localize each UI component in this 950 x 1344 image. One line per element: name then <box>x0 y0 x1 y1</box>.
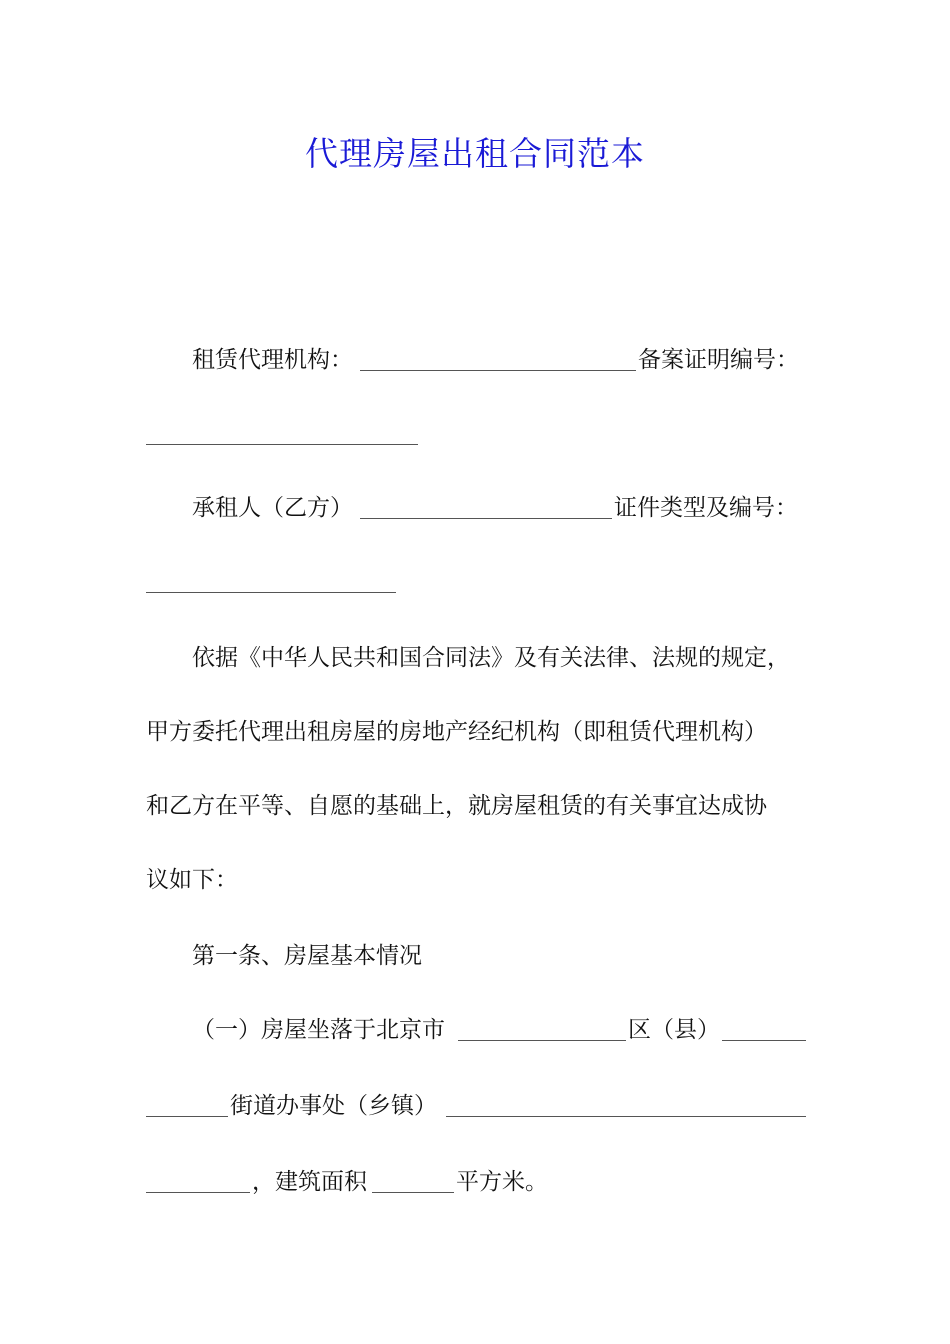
id-number-line <box>0 562 950 602</box>
paragraph-line-4 <box>0 860 950 900</box>
id-type-label: 证件类型及编号： <box>614 495 798 521</box>
id-number-blank[interactable] <box>146 562 396 593</box>
agency-blank[interactable] <box>360 340 636 371</box>
tenant-line <box>0 488 950 528</box>
record-number-label: 备案证明编号： <box>638 347 799 373</box>
area-blank[interactable] <box>372 1162 454 1193</box>
district-label: 区（县） <box>628 1017 720 1043</box>
district-blank[interactable] <box>458 1010 626 1041</box>
record-number-blank[interactable] <box>146 414 418 445</box>
location-line <box>0 1010 950 1050</box>
document-title: 代理房屋出租合同范本 <box>305 134 645 173</box>
article-1-heading-line <box>0 936 950 976</box>
agency-line <box>0 340 950 380</box>
paragraph-line-3 <box>0 786 950 826</box>
area-line <box>0 1162 950 1202</box>
agency-label: 租赁代理机构： <box>192 347 353 373</box>
location-label: （一）房屋坐落于北京市 <box>192 1017 445 1043</box>
street-blank[interactable] <box>146 1086 228 1117</box>
article-1-heading: 第一条、房屋基本情况 <box>192 943 422 969</box>
paragraph-text-2: 甲方委托代理出租房屋的房地产经纪机构（即租赁代理机构） <box>146 719 767 745</box>
street-office-label: 街道办事处（乡镇） <box>230 1093 437 1119</box>
paragraph-text-3: 和乙方在平等、自愿的基础上，就房屋租赁的有关事宜达成协 <box>146 793 767 819</box>
township-blank[interactable] <box>446 1086 806 1117</box>
paragraph-text-4: 议如下： <box>146 867 238 893</box>
area-unit: 平方米。 <box>456 1169 548 1195</box>
tenant-label: 承租人（乙方） <box>192 495 353 521</box>
tenant-blank[interactable] <box>360 488 612 519</box>
street-line <box>0 1086 950 1126</box>
record-number-line <box>0 414 950 454</box>
paragraph-text-1: 依据《中华人民共和国合同法》及有关法律、法规的规定， <box>192 645 790 671</box>
paragraph-line-1 <box>0 638 950 678</box>
address-detail-blank[interactable] <box>146 1162 250 1193</box>
county-blank[interactable] <box>722 1010 806 1041</box>
paragraph-line-2 <box>0 712 950 752</box>
area-label: ，建筑面积 <box>252 1169 367 1195</box>
